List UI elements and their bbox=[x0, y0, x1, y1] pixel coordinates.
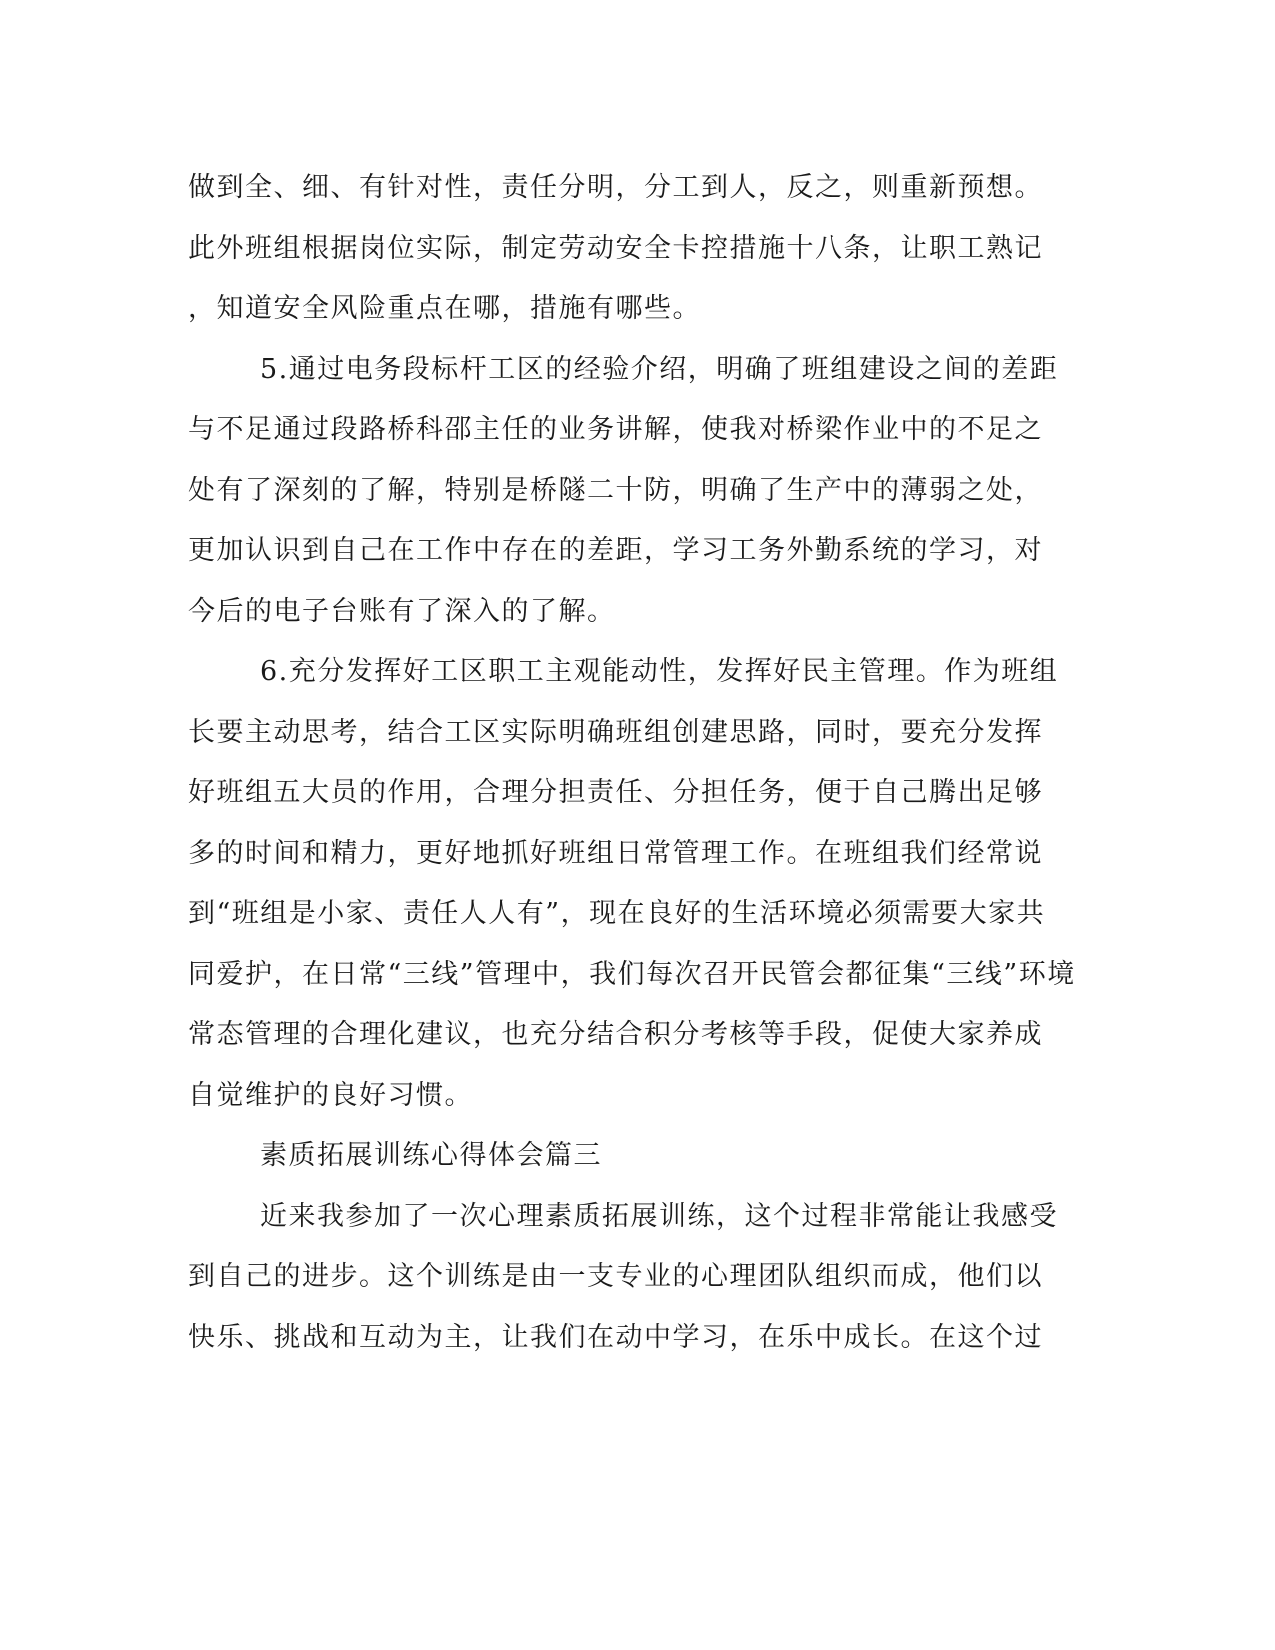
text-line: 处有了深刻的了解，特别是桥隧二十防，明确了生产中的薄弱之处， bbox=[188, 474, 1043, 506]
text-line: 自觉维护的良好习惯。 bbox=[188, 1079, 473, 1111]
text-line: 与不足通过段路桥科邵主任的业务讲解，使我对桥梁作业中的不足之 bbox=[188, 414, 1043, 445]
text-line: 常态管理的合理化建议，也充分结合积分考核等手段，促使大家养成 bbox=[188, 1019, 1043, 1050]
text-line: 做到全、细、有针对性，责任分明，分工到人，反之，则重新预想。 bbox=[188, 172, 1043, 203]
text-line: 到“班组是小家、责任人人有”，现在良好的生活环境必须需要大家共 bbox=[188, 898, 1046, 929]
text-line: 长要主动思考，结合工区实际明确班组创建思路，同时，要充分发挥 bbox=[188, 716, 1043, 748]
paragraph-start-line: 近来我参加了一次心理素质拓展训练，这个过程非常能让我感受 bbox=[260, 1200, 1058, 1232]
text-line: 好班组五大员的作用，合理分担责任、分担任务，便于自己腾出足够 bbox=[188, 777, 1043, 808]
text-line: 同爱护，在日常“三线”管理中，我们每次召开民管会都征集“三线”环境 bbox=[188, 958, 1076, 990]
text-line: 到自己的进步。这个训练是由一支专业的心理团队组织而成，他们以 bbox=[188, 1261, 1043, 1292]
text-line: 今后的电子台账有了深入的了解。 bbox=[188, 595, 616, 627]
text-line: 更加认识到自己在工作中存在的差距，学习工务外勤系统的学习，对 bbox=[188, 535, 1043, 566]
section-heading: 素质拓展训练心得体会篇三 bbox=[260, 1140, 602, 1171]
text-line: ，知道安全风险重点在哪，措施有哪些。 bbox=[188, 293, 701, 324]
text-line: 快乐、挑战和互动为主，让我们在动中学习，在乐中成长。在这个过 bbox=[188, 1321, 1043, 1353]
text-line: 此外班组根据岗位实际，制定劳动安全卡控措施十八条，让职工熟记 bbox=[188, 232, 1043, 264]
text-line: 多的时间和精力，更好地抓好班组日常管理工作。在班组我们经常说 bbox=[188, 837, 1043, 869]
document-body bbox=[188, 158, 1088, 1368]
paragraph-start-line: 6.充分发挥好工区职工主观能动性，发挥好民主管理。作为班组 bbox=[260, 656, 1059, 687]
paragraph-start-line: 5.通过电务段标杆工区的经验介绍，明确了班组建设之间的差距 bbox=[260, 353, 1059, 385]
